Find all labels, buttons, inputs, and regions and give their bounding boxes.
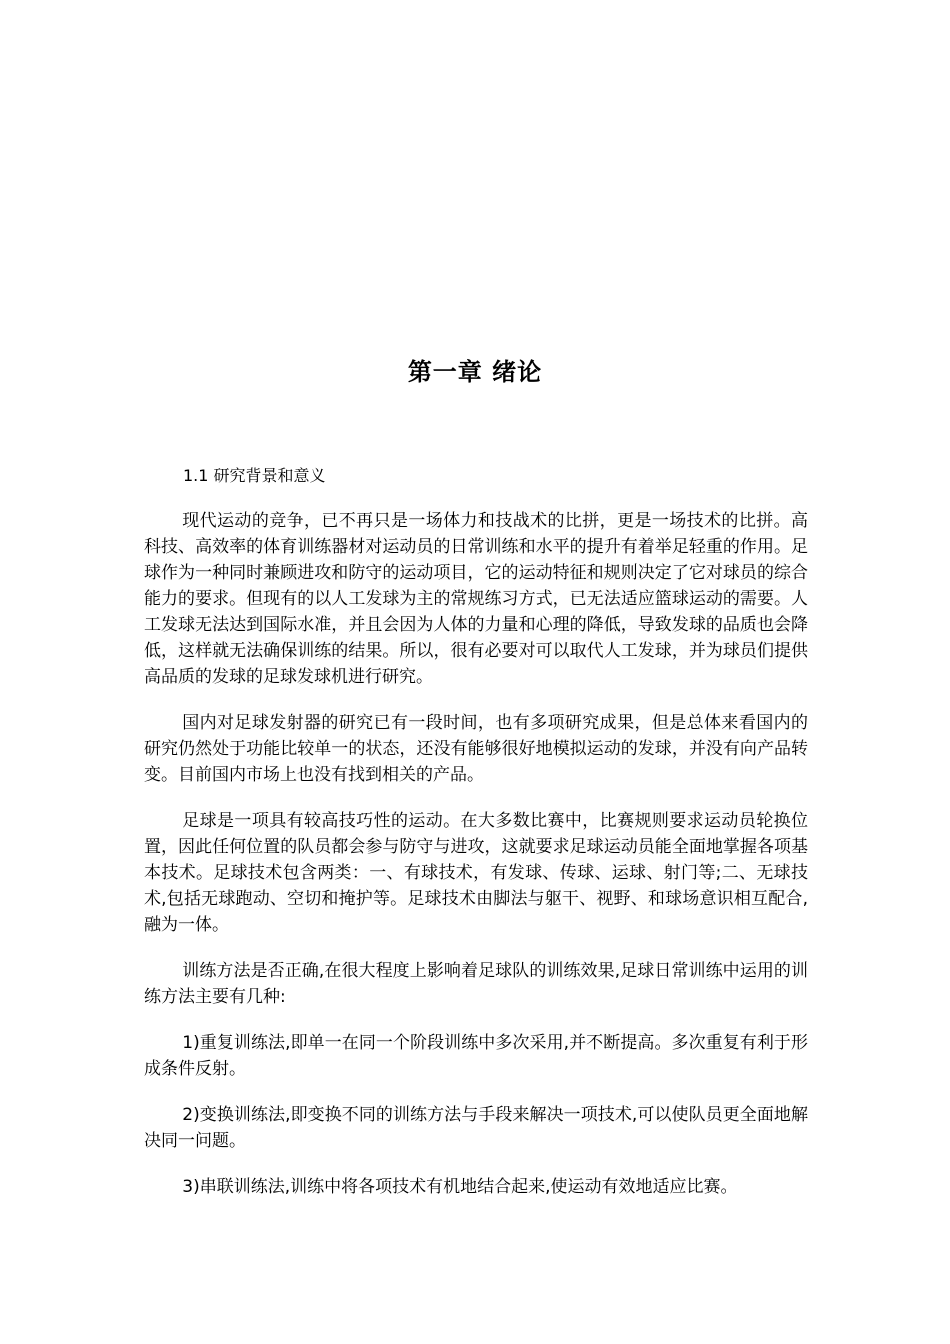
list-item-series-training: 3)串联训练法,训练中将各项技术有机地结合起来,使运动有效地适应比赛。 <box>182 1177 738 1197</box>
body-text <box>144 508 808 1220</box>
paragraph-background: 现代运动的竞争，已不再只是一场体力和技战术的比拼，更是一场技术的比拼。高科技、高效率的体育训练器材对运动员的日常训练和水平的提升有着举足轻重的作用。足球作为一种同时兼顾进攻和防守的运动项目，它的运动特征和规则决定了它对球员的综合能力的要求。但现有的以人工发球为主的常规练习方式，已无法适应篮球运动的需要。人工发球无法达到国际水准，并且会因为人体的力量和心理的降低，导致发球的品质也会降低，这样就无法确保训练的结果。所以，很有必要对可以取代人工发球，并为球员们提供高品质的发球的足球发球机进行研究。 <box>144 511 808 687</box>
list-item-variation-training: 2)变换训练法,即变换不同的训练方法与手段来解决一项技术,可以使队员更全面地解决同一问题。 <box>144 1105 808 1151</box>
list-item-repeat-training: 1)重复训练法,即单一在同一个阶段训练中多次采用,并不断提高。多次重复有利于形成条件反射。 <box>144 1033 808 1079</box>
paragraph-domestic-research: 国内对足球发射器的研究已有一段时间，也有多项研究成果，但是总体来看国内的研究仍然处于功能比较单一的状态，还没有能够很好地模拟运动的发球，并没有向产品转变。目前国内市场上也没有找到相关的产品。 <box>144 713 808 785</box>
chapter-title: 第一章 绪论 <box>407 358 543 386</box>
section-heading: 1.1 研究背景和意义 <box>183 466 326 485</box>
paragraph-training-methods: 训练方法是否正确,在很大程度上影响着足球队的训练效果,足球日常训练中运用的训练方法主要有几种: <box>144 961 808 1007</box>
paragraph-football-skills: 足球是一项具有较高技巧性的运动。在大多数比赛中，比赛规则要求运动员轮换位置，因此任何位置的队员都会参与防守与进攻，这就要求足球运动员能全面地掌握各项基本技术。足球技术包含两类：一、有球技术，有发球、传球、运球、射门等;二、无球技术,包括无球跑动、空切和掩护等。足球技术由脚法与躯干、视野、和球场意识相互配合,融为一体。 <box>144 811 808 935</box>
